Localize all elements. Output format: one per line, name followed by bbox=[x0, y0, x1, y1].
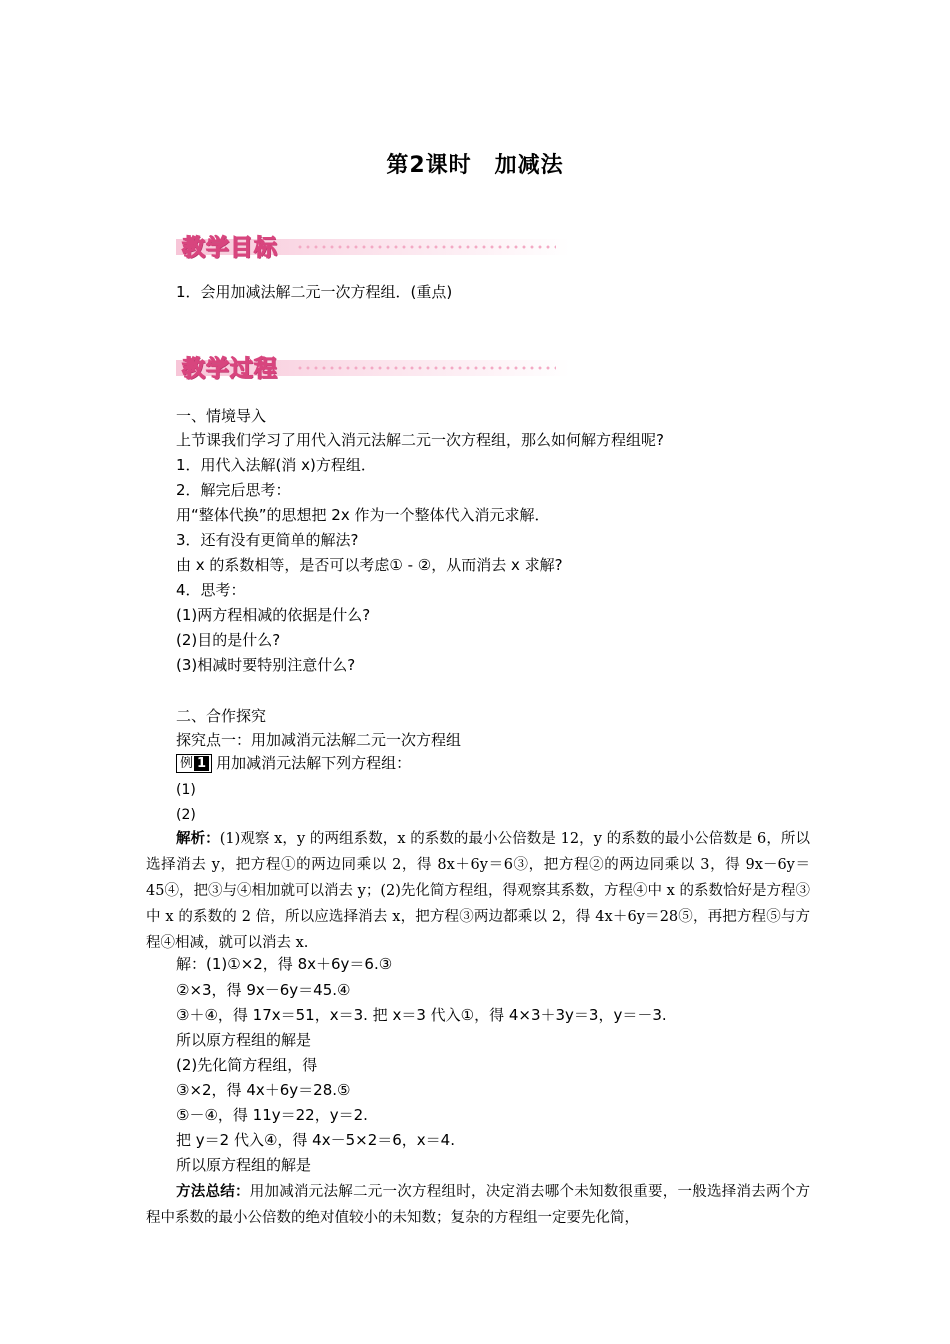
solution-line: ③＋④，得 17x＝51，x＝3. 把 x＝3 代入①，得 4×3＋3y＝3，y＝－3. bbox=[176, 1006, 667, 1024]
analysis-paragraph bbox=[146, 826, 810, 956]
solution-line: 解：(1)①×2，得 8x＋6y＝6.③ bbox=[176, 955, 393, 973]
section-header-dots bbox=[296, 243, 556, 251]
solution-line: ⑤－④，得 11y＝22，y＝2. bbox=[176, 1106, 368, 1124]
method-summary-paragraph bbox=[146, 1179, 810, 1231]
explore-point-title: 探究点一：用加减消元法解二元一次方程组 bbox=[176, 731, 462, 749]
text-line: 由 x 的系数相等，是否可以考虑① - ②，从而消去 x 求解? bbox=[176, 556, 563, 574]
heading-explore: 二、合作探究 bbox=[176, 707, 267, 725]
text-line: (1)两方程相减的依据是什么? bbox=[176, 606, 371, 624]
text-line: 2．解完后思考： bbox=[176, 481, 291, 499]
goal-item: 1．会用加减法解二元一次方程组．(重点) bbox=[176, 283, 453, 301]
method-summary-label: 方法总结： bbox=[176, 1184, 250, 1200]
section-header-label: 教学过程 bbox=[182, 356, 278, 382]
solution-line: 所以原方程组的解是 bbox=[176, 1156, 312, 1174]
text-line: 4．思考： bbox=[176, 581, 246, 599]
text-line: (2)目的是什么? bbox=[176, 631, 281, 649]
heading-intro: 一、情境导入 bbox=[176, 407, 267, 425]
example-prompt-line bbox=[176, 752, 411, 774]
solution-line: ③×2，得 4x＋6y＝28.⑤ bbox=[176, 1081, 351, 1099]
section-header-label: 教学目标 bbox=[182, 235, 278, 261]
text-line: 上节课我们学习了用代入消元法解二元一次方程组，那么如何解方程组呢? bbox=[176, 431, 664, 449]
section-header-goals bbox=[176, 229, 570, 265]
solution-line: 所以原方程组的解是 bbox=[176, 1031, 312, 1049]
solution-line: (2)先化简方程组，得 bbox=[176, 1056, 318, 1074]
analysis-label: 解析： bbox=[176, 831, 220, 847]
text-line: (3)相减时要特别注意什么? bbox=[176, 656, 356, 674]
solution-line: 把 y＝2 代入④，得 4x－5×2＝6，x＝4. bbox=[176, 1131, 455, 1149]
section-header-process bbox=[176, 350, 570, 386]
page-title: 第2课时 加减法 bbox=[386, 153, 564, 178]
example-badge: 例 1 bbox=[176, 754, 212, 773]
analysis-text: (1)观察 x，y 的两组系数，x 的系数的最小公倍数是 12，y 的系数的最小公倍数是 6，所以选择消去 y，把方程①的两边同乘以 2，得 8x＋6y＝6③，把方程②的两边同乘以 3，得 9x－6y＝45④，把③与④相加就可以消去 y；(2)先化简方程组，得观察其系数，方程④中 x 的系数恰好是方程③中 x 的系数的 2 倍，所以应选择消去 x，把方程③两边都乘以 2，得 4x＋6y＝28⑤，再把方程⑤与方程④相减，就可以消去 x. bbox=[146, 831, 811, 951]
text-line: 1．用代入法解(消 x)方程组． bbox=[176, 456, 376, 474]
text-line: 3．还有没有更简单的解法? bbox=[176, 531, 359, 549]
text-line: 用“整体代换”的思想把 2x 作为一个整体代入消元求解． bbox=[176, 506, 550, 524]
example-prompt: 用加减消元法解下列方程组： bbox=[216, 754, 412, 772]
example-part-1: (1) bbox=[176, 782, 196, 798]
solution-line: ②×3，得 9x－6y＝45.④ bbox=[176, 981, 351, 999]
method-summary-text: 用加减消元法解二元一次方程组时，决定消去哪个未知数很重要，一般选择消去两个方程中系数的最小公倍数的绝对值较小的未知数；复杂的方程组一定要先化简， bbox=[146, 1184, 810, 1226]
example-part-2: (2) bbox=[176, 807, 196, 823]
section-header-dots bbox=[296, 364, 556, 372]
